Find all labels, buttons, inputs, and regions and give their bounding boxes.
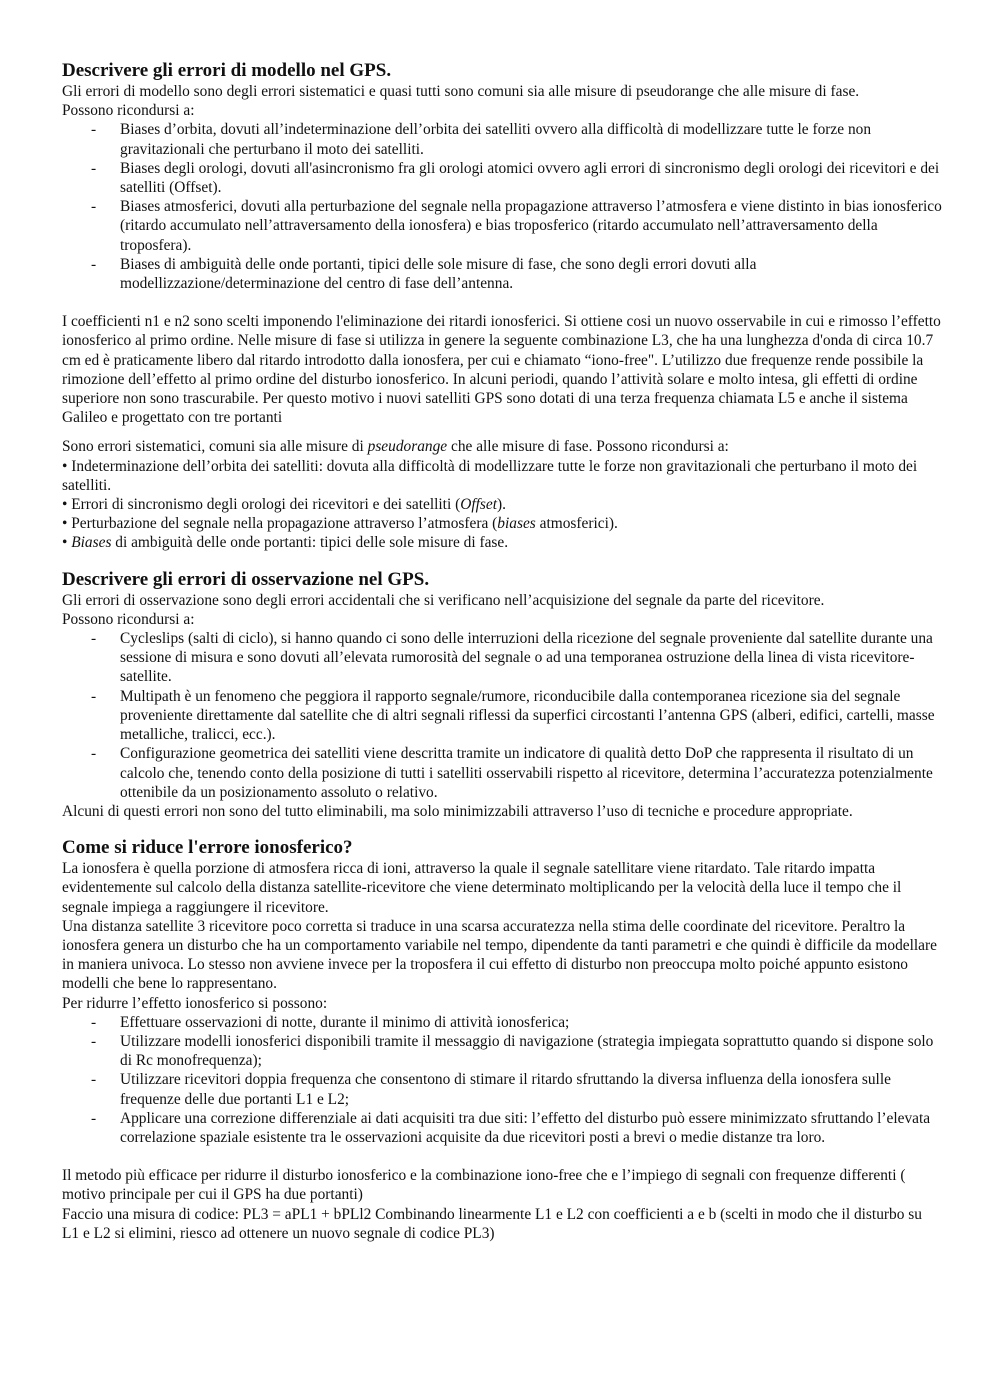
dash-marker: - [91, 198, 97, 216]
paragraph: Alcuni di questi errori non sono del tutto eliminabili, ma solo minimizzabili attraverso l’uso di tecniche e procedure appropriate. [62, 802, 853, 820]
paragraph: Il metodo più efficace per ridurre il disturbo ionosferico e la combinazione iono-free che e l’impiego di segnali con frequenze differenti ( motivo principale per cui il GPS ha due portanti) [62, 1167, 906, 1204]
paragraph: La ionosfera è quella porzione di atmosfera ricca di ioni, attraverso la quale il segnale satellitare viene ritardato. Tale ritardo impatta evidentemente sul calcolo della distanza satellite-ricevitore che viene determinato moltiplicando per la velocità della luce il tempo che il segnale impiega a raggiungere il ricevitore. [62, 860, 902, 916]
paragraph: Possono ricondursi a: [62, 102, 195, 120]
section-title-model-errors: Descrivere gli errori di modello nel GPS. [62, 60, 392, 81]
list-item [62, 255, 942, 293]
dash-list-ionospheric-reduction [62, 1013, 942, 1147]
bullet-marker: • [62, 515, 68, 533]
list-item-text: Cycleslips (salti di ciclo), si hanno quando ci sono delle interruzioni della ricezione del segnale proveniente dal satellite durante una sessione di misura e sono dovuti all’elevata rumorosità del segnale o ad una temporanea ostruzione della linea di vista ricevitore-satellite. [120, 630, 933, 686]
list-item-text: di ambiguità delle onde portanti: tipici delle sole misure di fase. [111, 534, 509, 552]
list-item [62, 1109, 942, 1147]
paragraph: Faccio una misura di codice: PL3 = aPL1 + bPLl2 Combinando linearmente L1 e L2 con coefficienti a e b (scelti in modo che il disturbo su L1 e L2 si elimini, riesco ad ottenere un nuovo segnale di codice PL3) [62, 1205, 922, 1242]
dash-marker: - [91, 630, 97, 648]
list-item-text: Effettuare osservazioni di notte, durante il minimo di attività ionosferica; [120, 1013, 570, 1031]
paragraph: Gli errori di osservazione sono degli errori accidentali che si verificano nell’acquisizione del segnale da parte del ricevitore. [62, 591, 825, 609]
list-item [62, 533, 942, 552]
list-item-text: Biases di ambiguità delle onde portanti, tipici delle sole misure di fase, che sono degli errori dovuti alla modellizzazione/determinazione del centro di fase dell’antenna. [120, 255, 757, 293]
list-item [62, 629, 942, 687]
list-item-text: Perturbazione del segnale nella propagazione attraverso l’atmosfera ( [71, 515, 498, 533]
bullet-marker: • [62, 496, 68, 514]
bullet-marker: • [62, 457, 68, 475]
italic-term: Offset [460, 496, 497, 514]
list-item [62, 457, 942, 495]
text-span: Sono errori sistematici, comuni sia alle misure di [62, 438, 368, 456]
list-item-text: Indeterminazione dell’orbita dei satelliti: dovuta alla difficoltà di modellizzare tutte le forze non gravitazionali che perturbano il moto dei satelliti. [62, 457, 918, 494]
dash-marker: - [91, 159, 97, 177]
section-title-ionospheric-error: Come si riduce l'errore ionosferico? [62, 837, 353, 859]
list-item [62, 159, 942, 197]
italic-term: Biases [71, 534, 112, 552]
italic-term: pseudorange [367, 438, 448, 456]
list-item-text: Biases degli orologi, dovuti all'asincronismo fra gli orologi atomici ovvero agli errori di sincronismo degli orologi dei ricevitori e dei satelliti (Offset). [120, 159, 940, 197]
italic-term: biases [497, 515, 536, 533]
list-item-text: Multipath è un fenomeno che peggiora il rapporto segnale/rumore, riconducibile dalla contemporanea ricezione sia del segnale proveniente direttamente dal satellite che di altri segnali riflessi da superfici circostanti l’antenna GPS (alberi, edifici, cartelli, masse metalliche, tralicci, ecc.). [120, 687, 935, 744]
paragraph: Una distanza satellite 3 ricevitore poco corretta si traduce in una scarsa accuratezza nella stima delle coordinate del ricevitore. Peraltro la ionosfera genera un disturbo che ha un comportamento variabile nel tempo, dipendente da tanti parametri e che quindi è difficile da modellare in maniera univoca. Lo stesso non avviene invece per la troposfera il cui effetto di disturbo non preoccupa molto poiché appunto esistono modelli che bene lo rappresentano. [62, 917, 937, 993]
dash-marker: - [91, 1013, 97, 1031]
list-item-text: atmosferici). [535, 515, 618, 533]
dash-marker: - [91, 1071, 97, 1089]
list-item-text: Utilizzare ricevitori doppia frequenza che consentono di stimare il ritardo sfruttando la diversa influenza della ionosfera sulle frequenze delle due portanti L1 e L2; [120, 1071, 891, 1108]
list-item-text: Biases d’orbita, dovuti all’indeterminazione dell’orbita dei satelliti ovvero alla difficoltà di modellizzare tutte le forze non gravitazionali che perturbano il moto dei satelliti. [120, 121, 872, 158]
dash-marker: - [91, 745, 97, 763]
list-item [62, 120, 942, 158]
list-item [62, 687, 942, 745]
paragraph: Per ridurre l’effetto ionosferico si possono: [62, 994, 328, 1012]
text-span: che alle misure di fase. Possono ricondursi a: [447, 438, 729, 456]
paragraph-iono-free: I coefficienti n1 e n2 sono scelti imponendo l'eliminazione dei ritardi ionosferici. Si ottiene cosi un nuovo osservabile in cui e rimosso l’effetto ionosferico al primo ordine. Nelle misure di fase si utilizza in genere la seguente combinazione L3, che ha una lunghezza d'onda di circa 10.7 cm ed è praticamente libero dal ritardo introdotto dalla ionosfera, per cui e chiamato “iono-free". L’utilizzo due frequenze rende possibile la rimozione dell’effetto al primo ordine del disturbo ionosferico. In alcuni periodi, quando l’attività solare e molto intesa, gli effetti di ordine superiore non sono trascurabile. Per questo motivo i nuovi satelliti GPS sono dotati di una terza frequenza chiamata L5 e anche il sistema Galileo e progettato con tre portanti [62, 313, 941, 427]
bullet-marker: • [62, 534, 68, 552]
list-item-text: Configurazione geometrica dei satelliti viene descritta tramite un indicatore di qualità detto DoP che rappresenta il risultato di un calcolo che, tenendo conto della posizione di tutti i satelliti osservabili rispetto al ricevitore, determina l’accuratezza potenzialmente ottenibile da un posizionamento assoluto o relativo. [120, 745, 933, 801]
paragraph: Possono ricondursi a: [62, 610, 195, 628]
dash-marker: - [91, 687, 97, 705]
dash-marker: - [91, 255, 97, 273]
dash-marker: - [91, 1109, 97, 1127]
dash-list-model-errors [62, 120, 942, 293]
list-item [62, 744, 942, 802]
dash-marker: - [91, 121, 97, 139]
list-item-text: Errori di sincronismo degli orologi dei ricevitori e dei satelliti ( [71, 496, 461, 514]
section-title-observation-errors: Descrivere gli errori di osservazione nel GPS. [62, 568, 430, 590]
paragraph-systematic [62, 437, 942, 456]
list-item [62, 1032, 942, 1070]
list-item-text: Applicare una correzione differenziale ai dati acquisiti tra due siti: l’effetto del disturbo può essere minimizzato sfruttando l’elevata correlazione spaziale esistente tra le osservazioni acquisite da due ricevitori posti a brevi o medie distanze tra loro. [120, 1109, 931, 1146]
list-item-text: ). [496, 496, 506, 514]
list-item-text: Biases atmosferici, dovuti alla perturbazione del segnale nella propagazione attraverso l’atmosfera e viene distinto in bias ionosferico (ritardo accumulato nell’attraversamento della ionosfera) e bias troposferico (ritardo accumulato nell’attraversamento della troposfera). [120, 198, 942, 254]
dash-list-observation-errors [62, 629, 942, 802]
list-item [62, 514, 942, 533]
list-item [62, 1013, 942, 1032]
dash-marker: - [91, 1032, 97, 1050]
list-item [62, 1070, 942, 1108]
list-item-text: Utilizzare modelli ionosferici disponibili tramite il messaggio di navigazione (strategia impiegata soprattutto quando si dispone solo di Rc monofrequenza); [120, 1032, 934, 1070]
paragraph: Gli errori di modello sono degli errori sistematici e quasi tutti sono comuni sia alle misure di pseudorange che alle misure di fase. [62, 83, 860, 100]
bullet-list-systematic [62, 457, 942, 553]
list-item [62, 197, 942, 255]
list-item [62, 495, 942, 514]
